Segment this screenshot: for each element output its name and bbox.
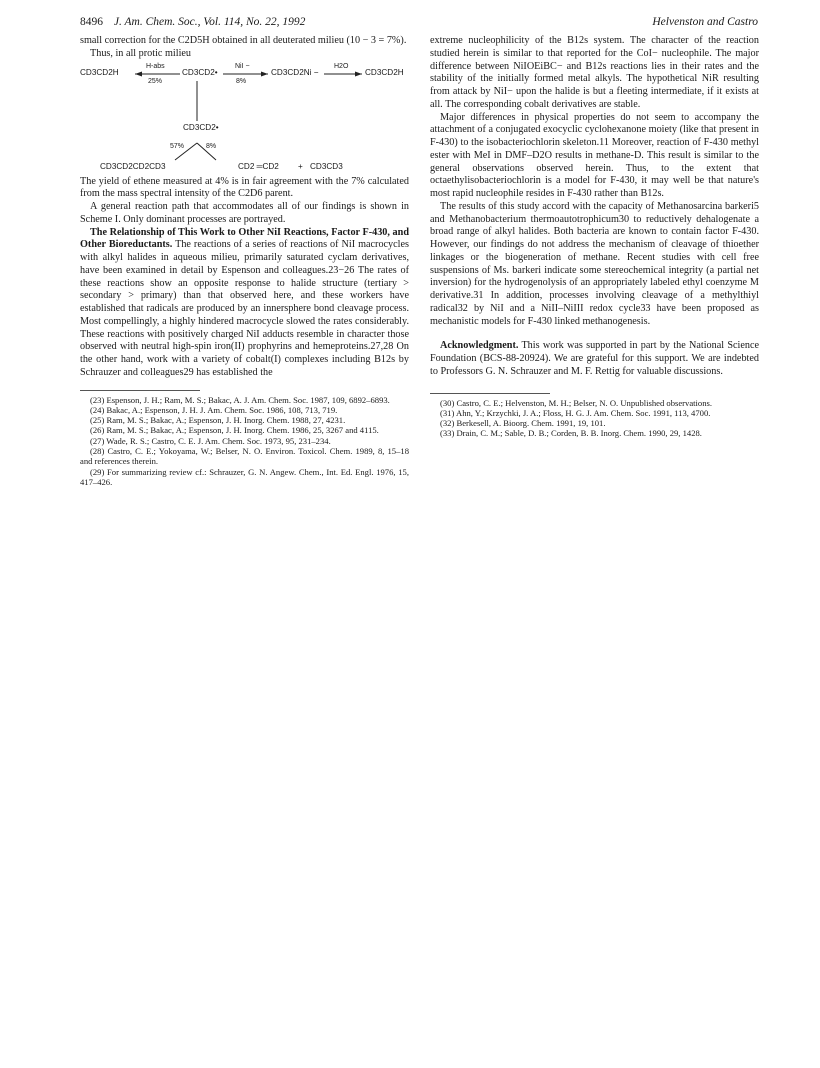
scheme-ethyl-radical: CD3CD2• bbox=[182, 67, 218, 77]
scheme-radical-below: CD3CD2• bbox=[183, 122, 219, 132]
paragraph-bacteria: The results of this study accord with the capacity of Methanosarcina barkeri5 and Methanobacterium thermoautotrophicum30 to reductively dehalogenate a broad range of alkyl halides. Both bacteria are known to contain factor F-430. However, our findings do not address the mechanism of cleavage of thioether linkages or the biogeneration of methane. Recent studies with cell free suspensions of Ms. barkeri indicate some stereochemical integrity (a partial net inversion) for the hydrogenolysis of an appropriately labeled ethyl coenzyme M derivative.31 In addition, processes involving cleavage of a methylthiyl radical32 by NiI and a NiII–NiIII redox cycle33 have been proposed as mechanistic models for F-430 linked methanogenesis. bbox=[430, 200, 759, 327]
intro-paragraph: small correction for the C2D5H obtained in all deuterated milieu (10 − 3 = 7%). bbox=[80, 35, 407, 46]
footnote: (33) Drain, C. M.; Sable, D. B.; Corden, B. B. Inorg. Chem. 1990, 29, 1428. bbox=[440, 428, 702, 439]
author-names: Helvenston and Castro bbox=[652, 16, 758, 28]
general-path-paragraph: A general reaction path that accommodates all of our findings is shown in Scheme I. Only dominant processes are portrayed. bbox=[80, 201, 409, 225]
footnote: (23) Espenson, J. H.; Ram, M. S.; Bakac, A. J. Am. Chem. Soc. 1987, 109, 6892–6893. bbox=[90, 394, 390, 405]
right-column bbox=[430, 35, 759, 439]
footnote-divider bbox=[430, 393, 550, 394]
acknowledgment-paragraph bbox=[430, 340, 759, 378]
footnote: (27) Wade, R. S.; Castro, C. E. J. Am. Chem. Soc. 1973, 95, 231–234. bbox=[90, 435, 331, 446]
scheme-plus: + bbox=[298, 161, 303, 171]
relationship-paragraph bbox=[80, 227, 409, 380]
scheme-butane: CD3CD2CD2CD3 bbox=[100, 161, 166, 171]
scheme-label-water: H2O bbox=[334, 62, 349, 70]
footnote: (28) Castro, C. E.; Yokoyama, W.; Belser, N. O. Environ. Toxicol. Chem. 1989, 8, 15–18 and references therein. bbox=[80, 446, 409, 467]
relationship-heading: The Relationship of This Work to Other NiI Reactions, Factor F-430, and Other Bioreductants. bbox=[80, 226, 409, 251]
footnote: (32) Berkesell, A. Bioorg. Chem. 1991, 19, 101. bbox=[440, 418, 606, 429]
footnotes-right bbox=[430, 398, 759, 439]
running-head bbox=[80, 16, 758, 30]
scheme-ethane-d6: CD3CD3 bbox=[310, 161, 343, 171]
left-column bbox=[80, 35, 409, 487]
paragraph-b12s-comparison: extreme nucleophilicity of the B12s system. The character of the reaction studied herein is similar to that reported for the CoI− nucleophile. The major difference between NiIOEiBC− and B12s reactions lies in their rates and the stability of the initially formed metal alkyls. The hypothetical NiR resulting from attack by NiI− upon the halide is but a fleeting intermediate, if it exists at all. The corresponding cobalt derivatives are stable. bbox=[430, 35, 759, 110]
footnote: (26) Ram, M. S.; Bakac, A.; Espenson, J. H. Inorg. Chem. 1986, 25, 3267 and 4115. bbox=[90, 425, 379, 436]
scheme-ethyl-nickel: CD3CD2Ni − bbox=[271, 67, 319, 77]
footnote: (30) Castro, C. E.; Helvenston, M. H.; Belser, N. O. Unpublished observations. bbox=[440, 397, 712, 408]
footnote: (24) Bakac, A.; Espenson, J. H. J. Am. Chem. Soc. 1986, 108, 713, 719. bbox=[90, 404, 338, 415]
page-number: 8496 bbox=[80, 16, 103, 28]
acknowledgment-heading: Acknowledgment. bbox=[440, 340, 519, 352]
yield-paragraph: The yield of ethene measured at 4% is in fair agreement with the 7% calculated from the mass spectral intensity of the C2D6 parent. bbox=[80, 175, 409, 200]
acknowledgment-body: This work was supported in part by the National Science Foundation (BCS-88-20924). We are grateful for this support. We are indebted to Professors G. N. Schrauzer and M. F. Rettig for valuable discussions. bbox=[430, 340, 759, 377]
journal-citation: J. Am. Chem. Soc., Vol. 114, No. 22, 1992 bbox=[113, 16, 306, 28]
scheme-label-h-abs: H-abs bbox=[146, 62, 165, 70]
protic-milieu-line: Thus, in all protic milieu bbox=[90, 47, 192, 59]
scheme-pct-disproportionation: 8% bbox=[206, 142, 217, 150]
scheme-pct-h-abs: 25% bbox=[148, 77, 163, 85]
footnotes-left bbox=[80, 395, 409, 488]
footnote: (29) For summarizing review cf.: Schrauzer, G. N. Angew. Chem., Int. Ed. Engl. 1976, 15, 417–426. bbox=[80, 466, 409, 487]
scheme-ethene: CD2 ═CD2 bbox=[238, 161, 279, 171]
scheme-ethane-product: CD3CD2H bbox=[365, 67, 404, 77]
scheme-ethane-d5: CD3CD2H bbox=[80, 67, 119, 77]
scheme-label-nickel: NiI − bbox=[235, 62, 250, 70]
reaction-scheme bbox=[80, 63, 409, 173]
paragraph-physical-properties: Major differences in physical properties do not seem to accompany the attachment of a conjugated exocyclic cyclohexanone moiety (like that present in F-430) to the isobacteriochlorin skeleton.11 Moreover, reaction of F-430 methyl ester with MeI in DMF–D2O results in methane-D. This result is similar to the general observations observed herein. Thus, to the extent that octaethylisobacteriochlorin is a model for F-430, it may well be that nature's most rapid nucleophile resides in F-430 rather than B12s. bbox=[430, 111, 759, 199]
footnote: (25) Ram, M. S.; Bakac, A.; Espenson, J. H. Inorg. Chem. 1988, 27, 4231. bbox=[90, 415, 346, 426]
footnote: (31) Ahn, Y.; Krzychki, J. A.; Floss, H. G. J. Am. Chem. Soc. 1991, 113, 4700. bbox=[440, 407, 711, 418]
scheme-pct-coupling: 57% bbox=[170, 142, 185, 150]
footnote-divider bbox=[80, 390, 200, 391]
scheme-pct-nickel: 8% bbox=[236, 77, 247, 85]
relationship-body: The reactions of a series of reactions of NiI macrocycles with alkyl halides in aqueous milieu, primarily saturated cyclam derivatives, have been examined in detail by Espenson and colleagues.23−26 The rates of these reactions show an opposite response to halide structure (tertiary > secondary > primary) than that observed here, and these workers have established that radicals are produced by an innersphere bond cleavage process. Most compellingly, a highly hindered macrocycle slowed the rates considerably. These reactions with positively charged NiI adducts resemble in character those observed with neutral high-spin iron(II) prophyrins and hemeproteins.27,28 On the other hand, work with a variety of cobalt(I) complexes including B12s by Schrauzer and colleagues29 has established the bbox=[80, 239, 409, 378]
